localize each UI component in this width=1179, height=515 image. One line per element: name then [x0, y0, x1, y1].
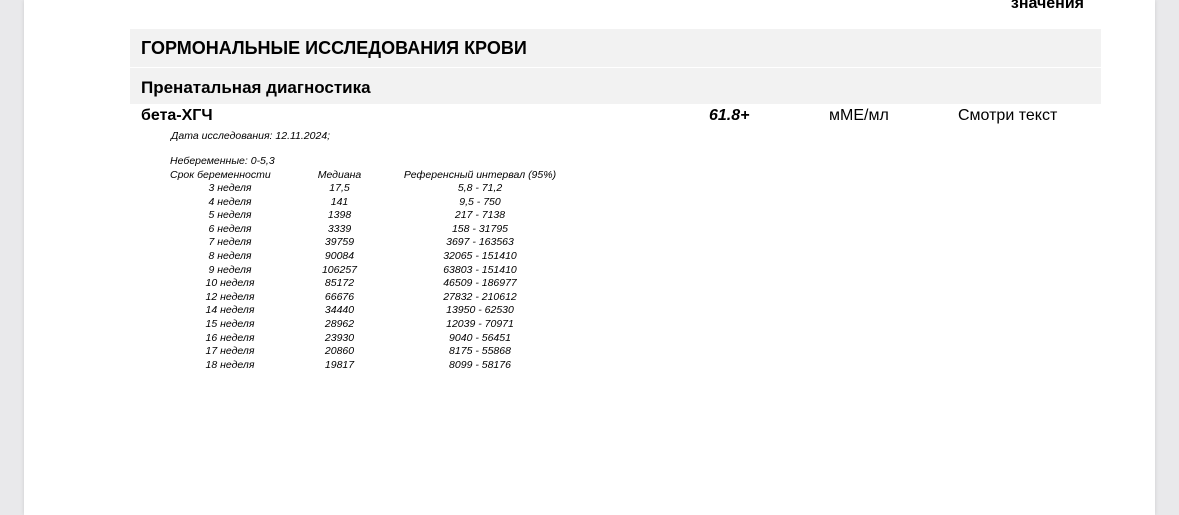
gestation-week-cell: 6 неделя [208, 222, 252, 235]
median-cell: 106257 [321, 263, 358, 276]
interval-cell: 32065 - 151410 [443, 250, 517, 262]
median-cell: 28962 [324, 318, 355, 330]
gestation-week-cell: 3 неделя [208, 182, 252, 194]
study-date: Дата исследования: 12.11.2024; [171, 130, 331, 142]
interval-cell: 5,8 - 71,2 [457, 182, 503, 194]
test-name: бета-ХГЧ [141, 107, 213, 124]
interval-cell: 9040 - 56451 [449, 331, 511, 344]
median-cell: 19817 [324, 358, 355, 371]
test-result-row [24, 104, 1155, 126]
median-cell: 3339 [327, 222, 352, 235]
median-cell: 1398 [327, 209, 352, 222]
median-cell: 20860 [324, 345, 355, 358]
column-header-median: Медиана [317, 169, 362, 181]
median-cell: 17,5 [329, 182, 350, 194]
interval-cell: 217 - 7138 [454, 209, 506, 222]
median-cell: 66676 [324, 290, 355, 303]
interval-cell: 12039 - 70971 [446, 318, 514, 330]
interval-cell: 3697 - 163563 [446, 236, 514, 249]
column-header-gestation: Срок беременности [170, 169, 271, 181]
gestation-week-cell: 15 неделя [205, 318, 255, 330]
interval-cell: 9,5 - 750 [459, 195, 501, 208]
interval-cell: 8099 - 58176 [449, 358, 511, 371]
section-title: ГОРМОНАЛЬНЫЕ ИССЛЕДОВАНИЯ КРОВИ [141, 38, 527, 58]
subsection-header [130, 68, 1101, 104]
gestation-week-cell: 4 неделя [208, 195, 252, 208]
gestation-week-cell: 18 неделя [205, 358, 255, 371]
median-cell: 141 [330, 195, 349, 208]
subsection-title: Пренатальная диагностика [141, 78, 371, 97]
gestation-week-cell: 17 неделя [205, 345, 255, 358]
nonpregnant-reference: Небеременные: 0-5,3 [170, 155, 275, 167]
column-header-reference-values: значения [1010, 0, 1084, 12]
gestation-week-cell: 9 неделя [208, 263, 252, 276]
section-header [130, 29, 1101, 67]
interval-cell: 8175 - 55868 [449, 345, 511, 358]
test-reference: Смотри текст [958, 107, 1058, 124]
median-cell: 85172 [324, 277, 355, 290]
interval-cell: 63803 - 151410 [443, 263, 517, 276]
gestation-week-cell: 5 неделя [208, 209, 252, 222]
median-cell: 23930 [324, 331, 355, 344]
gestation-week-cell: 7 неделя [208, 236, 252, 249]
gestation-week-cell: 10 неделя [205, 277, 255, 290]
gestation-week-cell: 8 неделя [208, 250, 252, 262]
document-page [24, 0, 1155, 515]
interval-cell: 27832 - 210612 [443, 290, 517, 303]
gestation-week-cell: 14 неделя [205, 304, 255, 317]
gestation-week-cell: 12 неделя [205, 290, 255, 303]
median-cell: 39759 [324, 236, 355, 249]
test-unit: мМЕ/мл [829, 107, 889, 124]
interval-cell: 46509 - 186977 [443, 277, 517, 290]
interval-cell: 13950 - 62530 [446, 304, 514, 317]
test-value: 61.8+ [709, 107, 750, 124]
median-cell: 34440 [324, 304, 355, 317]
median-cell: 90084 [324, 250, 355, 262]
column-header-interval: Референсный интервал (95%) [403, 169, 557, 181]
gestation-week-cell: 16 неделя [205, 331, 255, 344]
interval-cell: 158 - 31795 [451, 222, 509, 235]
